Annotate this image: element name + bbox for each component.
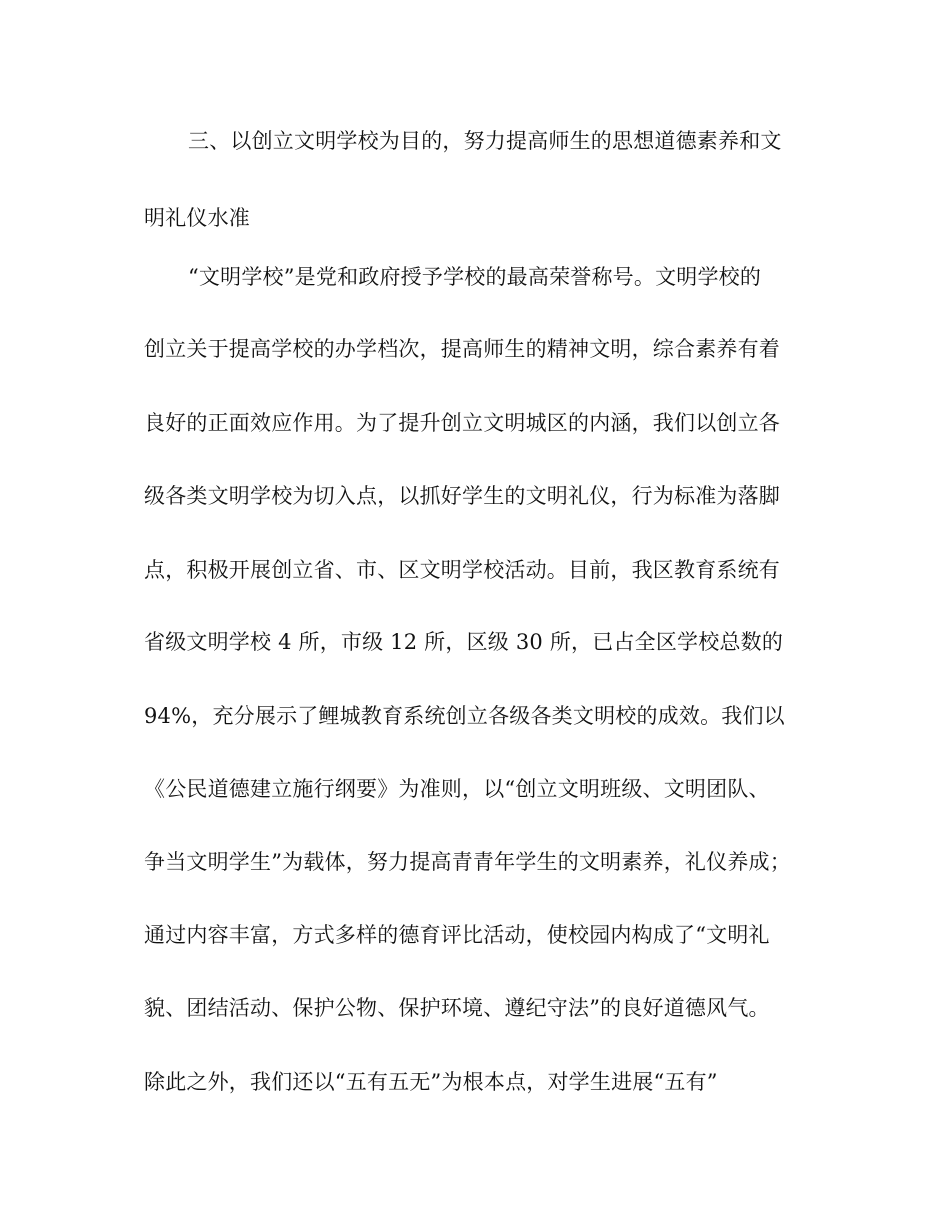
paragraph-line-6: 省级文明学校 4 所，市级 12 所，区级 30 所，已占全区学校总数的 bbox=[144, 630, 784, 654]
section-heading-line-2: 明礼仪水准 bbox=[144, 206, 250, 230]
paragraph-line-10: 通过内容丰富，方式多样的德育评比活动，使校园内构成了“文明礼 bbox=[144, 923, 770, 947]
paragraph-line-9: 争当文明学生”为载体，努力提高青青年学生的文明素养，礼仪养成； bbox=[144, 850, 791, 874]
paragraph-line-8: 《公民道德建立施行纲要》为准则，以“创立文明班级、文明团队、 bbox=[144, 777, 770, 801]
paragraph-line-3: 良好的正面效应作用。为了提升创立文明城区的内涵，我们以创立各 bbox=[144, 411, 780, 435]
paragraph-line-11: 貌、团结活动、保护公物、保护环境、遵纪守法”的良好道德风气。 bbox=[144, 996, 770, 1020]
paragraph-line-12: 除此之外，我们还以“五有五无”为根本点，对学生进展“五有” bbox=[144, 1070, 718, 1094]
paragraph-line-4: 级各类文明学校为切入点，以抓好学生的文明礼仪，行为标准为落脚 bbox=[144, 484, 780, 508]
paragraph-line-1: “文明学校”是党和政府授予学校的最高荣誉称号。文明学校的 bbox=[188, 265, 762, 289]
paragraph-line-5: 点，积极开展创立省、市、区文明学校活动。目前，我区教育系统有 bbox=[144, 558, 780, 582]
paragraph-line-2: 创立关于提高学校的办学档次，提高师生的精神文明，综合素养有着 bbox=[144, 337, 780, 361]
section-heading-line-1: 三、以创立文明学校为目的，努力提高师生的思想道德素养和文 bbox=[188, 129, 782, 153]
paragraph-line-7: 94%，充分展示了鲤城教育系统创立各级各类文明校的成效。我们以 bbox=[144, 704, 785, 728]
